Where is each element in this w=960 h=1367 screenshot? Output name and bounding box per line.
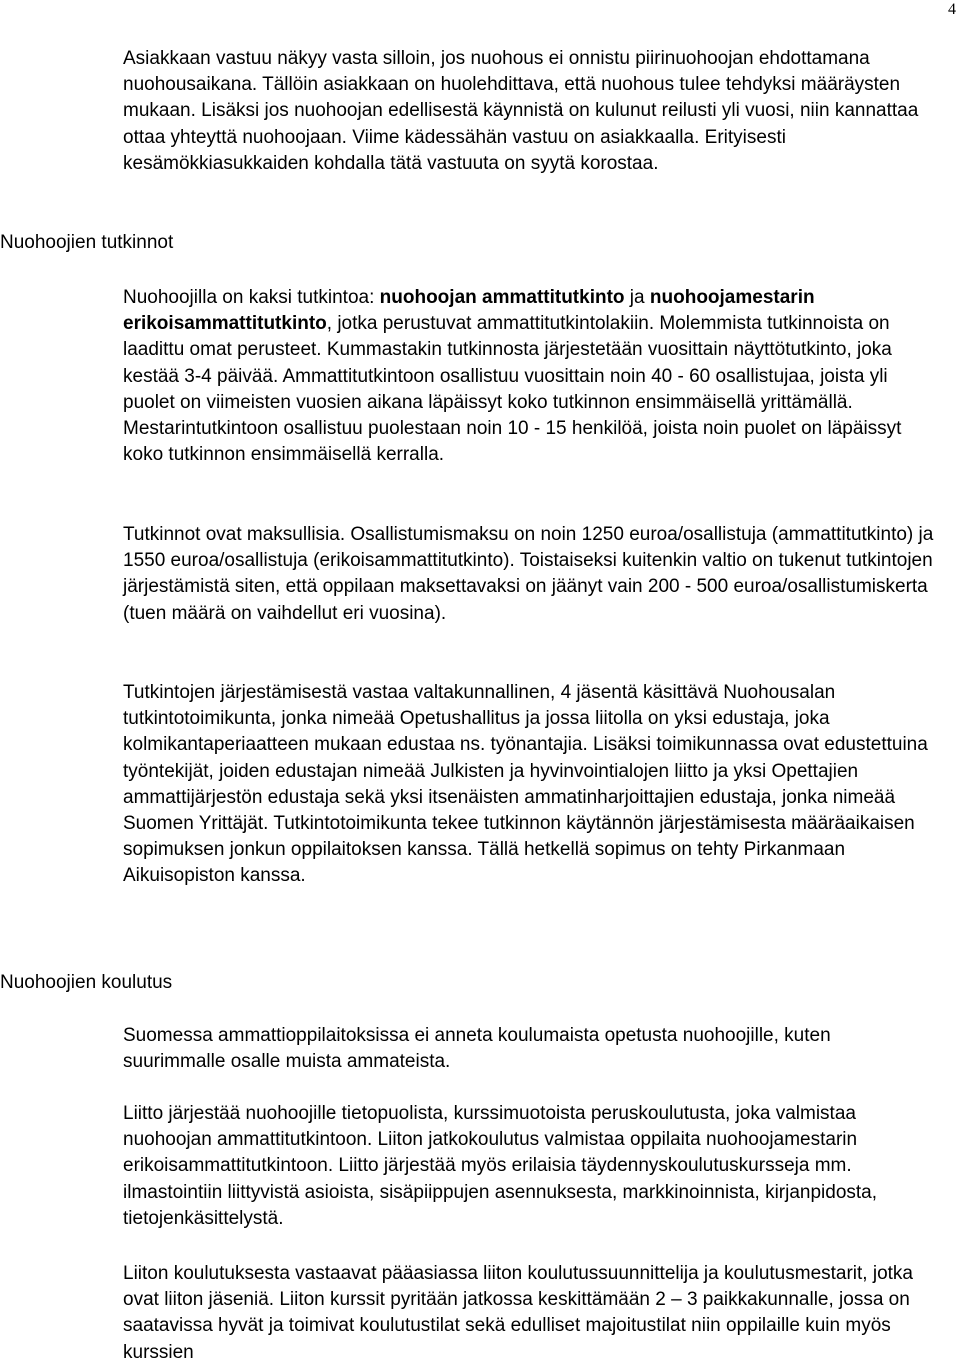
tutkinnot-p1-bold-ammattitutkinto: nuohoojan ammattitutkinto — [379, 287, 625, 308]
tutkinnot-paragraph-3: Tutkintojen järjestämisestä vastaa valtakunnallinen, 4 jäsentä käsittävä Nuohousalan tutkintotoimikunta, jonka nimeää Opetushallitus ja jossa liitolla on yksi edustaja, joka kolmikantaperiaatteen mukaan edustaa ns. työnantajia. Lisäksi toimikunnassa ovat edustettuina työntekijät, joiden edustajan nimeää Julkisten ja hyvinvointialojen liitto ja yksi Opettajien ammattijärjestön edustaja sekä yksi itsenäisten ammatinharjoittajien edustaja, jonka nimeää Suomen Yrittäjät. Tutkintotoimikunta tekee tutkinnon käytännön järjestämisesta määräaikaisen sopimuksen jonkun oppilaitoksen kanssa. Tällä hetkellä sopimus on tehty Pirkanmaan Aikuisopiston kanssa. — [123, 682, 928, 887]
tutkinnot-paragraph-2: Tutkinnot ovat maksullisia. Osallistumismaksu on noin 1250 euroa/osallistuja (ammattitutkinto) ja 1550 euroa/osallistuja (erikoisammattitutkinto). Toistaiseksi kuitenkin valtio on tukenut tutkintojen järjestämistä siten, että oppilaan maksettavaksi on jäänyt vain 200 - 500 euroa/osallistumiskerta (tuen määrä on vaihdellut eri vuosina). — [123, 524, 934, 624]
koulutus-paragraph-1: Suomessa ammattioppilaitoksissa ei anneta koulumaista opetusta nuohoojille, kuten suurimmalle osalle muista ammateista. — [123, 1025, 831, 1073]
tutkinnot-p1-rest: , jotka perustuvat ammattitutkintolakiin. Molemmista tutkinnoista on laadittu omat perusteet. Kummastakin tutkinnosta järjestetään vuosittain näyttötutkinto, joka kestää 3-4 päivää. Ammattitutkintoon osallistuu vuosittain noin 40 - 60 osallistujaa, joista yli puolet on viimeisten vuosien aikana läpäissyt koko tutkinnon ensimmäisellä yrittämällä. Mestarintutkintoon osallistuu puolestaan noin 10 - 15 henkilöä, joista noin puolet on läpäissyt koko tutkinnon ensimmäisellä kerralla. — [123, 313, 902, 466]
section-heading-koulutus: Nuohoojien koulutus — [0, 972, 173, 993]
tutkinnot-p1-bold-erikoisammattitutkinto: nuohoojamestarin erikoisammattitutkinto — [123, 287, 815, 335]
tutkinnot-p1-lead: Nuohoojilla on kaksi tutkintoa: — [123, 287, 380, 308]
intro-paragraph: Asiakkaan vastuu näkyy vasta silloin, jos nuohous ei onnistu piirinuohoojan ehdottamana nuohousaikana. Tällöin asiakkaan on huolehdittava, että nuohous tulee tehdyksi määräysten mukaan. Lisäksi jos nuohoojan edellisestä käynnistä on kulunut reilusti yli vuosi, niin kannattaa ottaa yhteyttä nuohoojaan. Viime kädessähän vastuu on asiakkaalla. Erityisesti kesämökkiasukkaiden kohdalla tätä vastuuta on syytä korostaa. — [123, 48, 919, 174]
tutkinnot-paragraph-1 — [123, 285, 935, 468]
section-heading-tutkinnot: Nuohoojien tutkinnot — [0, 232, 174, 253]
koulutus-paragraph-2: Liitto järjestää nuohoojille tietopuolista, kurssimuotoista peruskoulutusta, joka valmistaa nuohoojan ammattitutkintoon. Liiton jatkokoulutus valmistaa oppilaita nuohoojamestarin erikoisammattitutkintoon. Liitto järjestää myös erilaisia täydennyskoulutuskursseja mm. ilmastointiin liittyvistä asioista, sisäpiippujen asennuksesta, markkinoinnista, kirjanpidosta, tietojenkäsittelystä. — [123, 1103, 878, 1229]
tutkinnot-p1-mid: ja — [624, 287, 650, 308]
page-number: 4 — [948, 1, 956, 18]
koulutus-paragraph-3: Liiton koulutuksesta vastaavat pääasiassa liiton koulutussuunnittelija ja koulutusmestarit, jotka ovat liiton jäseniä. Liiton kurssit pyritään jatkossa keskittämään 2 – 3 paikkakunnalle, jossa on saatavissa hyvät ja toimivat koulutustilat sekä edulliset majoitustilat niin oppilaille kuin myös kurssien — [123, 1263, 914, 1363]
